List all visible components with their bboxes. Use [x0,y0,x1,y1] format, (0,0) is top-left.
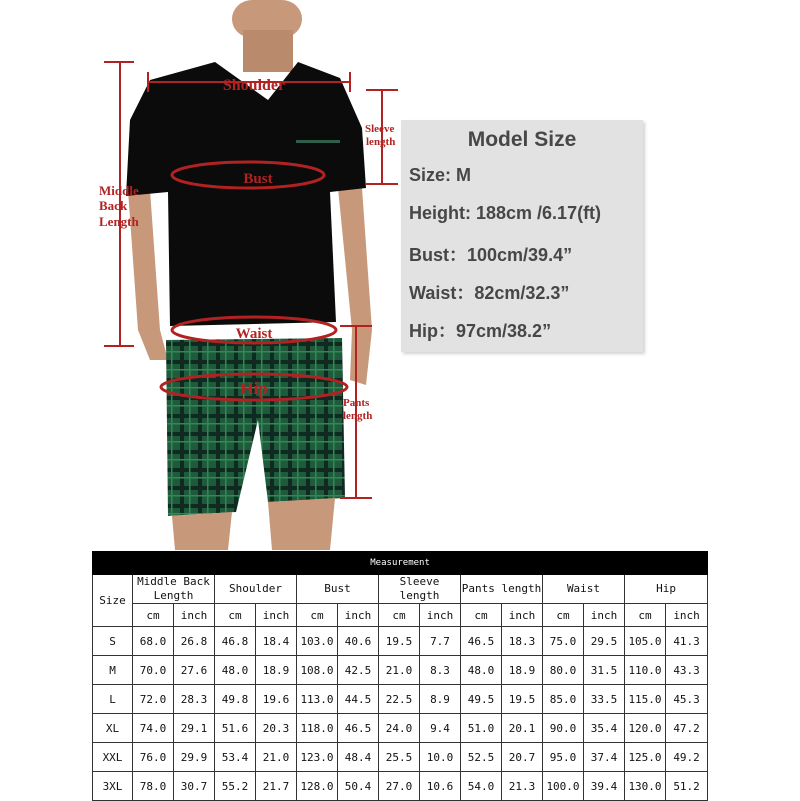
unit-inch-header: inch [584,604,625,627]
unit-inch-header: inch [338,604,379,627]
measurement-cell: 105.0 [625,627,666,656]
size-chart-table [92,551,708,801]
group-header: Waist [543,575,625,604]
table-row [93,685,708,714]
unit-inch-header: inch [174,604,215,627]
model-height-value: Height: 188cm /6.17(ft) [409,203,602,223]
measurement-cell: 47.2 [666,714,708,743]
model-hip-value: Hip：97cm/38.2” [409,321,552,341]
measurement-cell: 44.5 [338,685,379,714]
measurement-cell: 21.3 [502,772,543,801]
measurement-cell: 51.2 [666,772,708,801]
table-body [93,627,708,801]
measurement-cell: 80.0 [543,656,584,685]
measurement-cell: 103.0 [297,627,338,656]
model-size-title: Model Size [467,128,577,151]
measurement-cell: 10.0 [420,743,461,772]
measurement-cell: 78.0 [133,772,174,801]
middle-back-label-1: Middle [99,183,139,198]
measurement-cell: 48.4 [338,743,379,772]
unit-inch-header: inch [502,604,543,627]
measurement-cell: 19.5 [502,685,543,714]
measurement-cell: 51.6 [215,714,256,743]
size-column-header: Size [93,575,133,627]
measurement-cell: 10.6 [420,772,461,801]
unit-inch-header: inch [256,604,297,627]
measurement-cell: 95.0 [543,743,584,772]
measurement-cell: 19.5 [379,627,420,656]
measurement-cell: 123.0 [297,743,338,772]
measurement-cell: 29.1 [174,714,215,743]
model-head [232,0,302,72]
measurement-cell: 29.9 [174,743,215,772]
waist-label: Waist [235,326,273,342]
model-size-card [401,120,643,352]
measurement-cell: 45.3 [666,685,708,714]
measurement-cell: 27.6 [174,656,215,685]
model-waist-value: Waist：82cm/32.3” [409,283,570,303]
sleeve-label-2: length [366,136,396,148]
size-cell: S [93,627,133,656]
measurement-cell: 125.0 [625,743,666,772]
measurement-cell: 120.0 [625,714,666,743]
measurement-cell: 21.0 [379,656,420,685]
model-size-value: Size: M [409,165,472,185]
measurement-cell: 130.0 [625,772,666,801]
model-bust-value: Bust：100cm/39.4” [409,245,573,265]
measurement-cell: 54.0 [461,772,502,801]
measurement-cell: 20.7 [502,743,543,772]
group-header: Hip [625,575,708,604]
group-header: Middle Back Length [133,575,215,604]
size-cell: XXL [93,743,133,772]
table-row [93,656,708,685]
size-cell: L [93,685,133,714]
measurement-cell: 48.0 [461,656,502,685]
measurement-cell: 42.5 [338,656,379,685]
group-header: Bust [297,575,379,604]
size-cell: M [93,656,133,685]
measurement-cell: 46.5 [338,714,379,743]
measurement-cell: 8.3 [420,656,461,685]
measurement-cell: 18.9 [502,656,543,685]
measurement-cell: 18.3 [502,627,543,656]
sleeve-label-1: Sleeve [365,123,395,135]
measurement-cell: 68.0 [133,627,174,656]
measurement-cell: 108.0 [297,656,338,685]
measurement-cell: 48.0 [215,656,256,685]
measurement-cell: 24.0 [379,714,420,743]
size-cell: 3XL [93,772,133,801]
unit-cm-header: cm [133,604,174,627]
measurement-cell: 51.0 [461,714,502,743]
table-row [93,627,708,656]
measurement-cell: 41.3 [666,627,708,656]
model-shorts [166,338,345,516]
measurement-cell: 53.4 [215,743,256,772]
unit-cm-header: cm [215,604,256,627]
unit-cm-header: cm [461,604,502,627]
measurement-cell: 9.4 [420,714,461,743]
unit-cm-header: cm [379,604,420,627]
measurement-cell: 35.4 [584,714,625,743]
measurement-cell: 37.4 [584,743,625,772]
measurement-cell: 20.1 [502,714,543,743]
measurement-cell: 27.0 [379,772,420,801]
measurement-cell: 26.8 [174,627,215,656]
model-shirt [126,62,366,326]
measurement-cell: 30.7 [174,772,215,801]
measurement-cell: 19.6 [256,685,297,714]
measurement-cell: 29.5 [584,627,625,656]
measurement-cell: 46.8 [215,627,256,656]
measurement-cell: 21.7 [256,772,297,801]
measurement-cell: 52.5 [461,743,502,772]
measurement-cell: 49.8 [215,685,256,714]
measurement-cell: 22.5 [379,685,420,714]
measurement-cell: 8.9 [420,685,461,714]
measurement-cell: 20.3 [256,714,297,743]
bust-label: Bust [243,171,273,187]
measurement-cell: 18.9 [256,656,297,685]
measurement-cell: 118.0 [297,714,338,743]
measurement-cell: 43.3 [666,656,708,685]
measurement-cell: 100.0 [543,772,584,801]
measurement-cell: 110.0 [625,656,666,685]
measurement-cell: 18.4 [256,627,297,656]
measurement-cell: 76.0 [133,743,174,772]
measurement-cell: 31.5 [584,656,625,685]
measurement-cell: 21.0 [256,743,297,772]
measurement-cell: 115.0 [625,685,666,714]
unit-row [93,604,708,627]
hip-label: Hip [240,379,268,398]
measurement-cell: 40.6 [338,627,379,656]
pants-label-2: length [343,410,373,422]
measurement-cell: 70.0 [133,656,174,685]
measurement-cell: 39.4 [584,772,625,801]
measurement-cell: 55.2 [215,772,256,801]
table-row [93,743,708,772]
shirt-pocket [296,140,340,143]
measurement-cell: 49.5 [461,685,502,714]
group-header: Pants length [461,575,543,604]
group-header: Shoulder [215,575,297,604]
table-row [93,714,708,743]
measurement-cell: 113.0 [297,685,338,714]
unit-cm-header: cm [543,604,584,627]
measurement-cell: 28.3 [174,685,215,714]
middle-back-label-2: Back [99,198,128,213]
measurement-cell: 25.5 [379,743,420,772]
measurement-cell: 74.0 [133,714,174,743]
measurement-cell: 33.5 [584,685,625,714]
measurement-cell: 50.4 [338,772,379,801]
measurement-cell: 49.2 [666,743,708,772]
shoulder-label: Shoulder [222,77,286,94]
table-row [93,772,708,801]
middle-back-label-3: Length [99,214,139,229]
measurement-cell: 85.0 [543,685,584,714]
measurement-cell: 90.0 [543,714,584,743]
table-title: Measurement [93,552,708,575]
measurement-cell: 7.7 [420,627,461,656]
unit-inch-header: inch [666,604,708,627]
group-header: Sleeve length [379,575,461,604]
measurement-cell: 128.0 [297,772,338,801]
unit-cm-header: cm [625,604,666,627]
measurement-cell: 72.0 [133,685,174,714]
unit-inch-header: inch [420,604,461,627]
size-cell: XL [93,714,133,743]
unit-cm-header: cm [297,604,338,627]
measurement-cell: 46.5 [461,627,502,656]
measurement-cell: 75.0 [543,627,584,656]
pants-label-1: Pants [343,397,370,409]
